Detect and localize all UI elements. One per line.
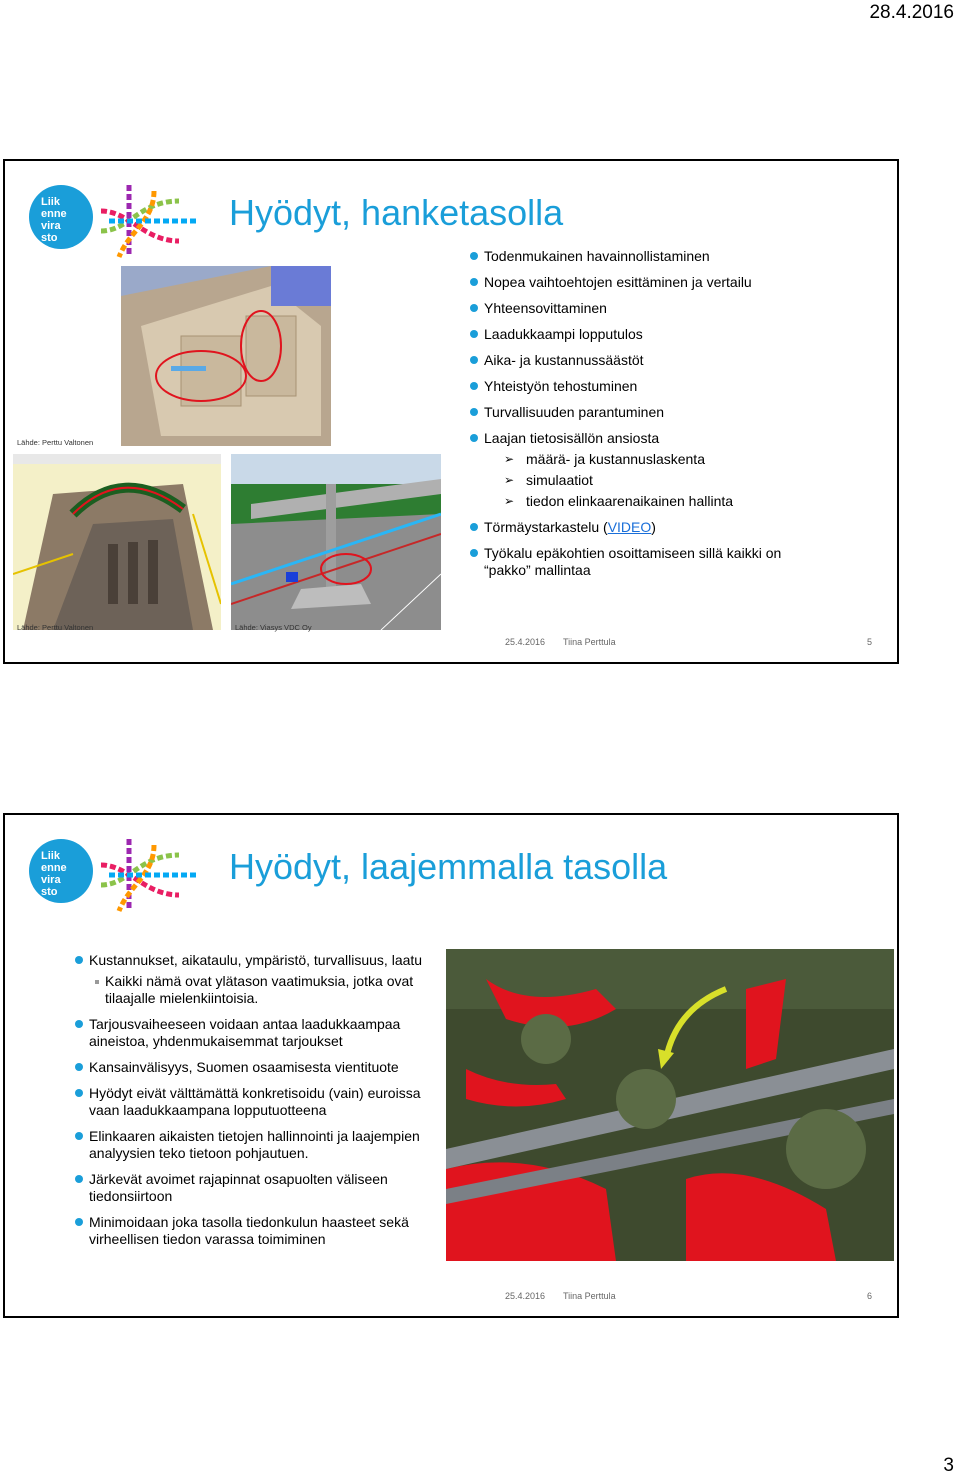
bullet-item: Yhteistyön tehostuminen xyxy=(470,378,890,395)
video-link[interactable]: VIDEO xyxy=(607,519,652,535)
source-label-1: Lähde: Perttu Valtonen xyxy=(17,438,94,447)
logo-text-4: sto xyxy=(41,232,58,244)
logo-text-2: enne xyxy=(41,208,67,220)
aerial-road-model-image xyxy=(446,949,894,1261)
bullet-item: Yhteensovittaminen xyxy=(470,300,890,317)
logo-text-1: Liik xyxy=(41,196,60,208)
building-model-image xyxy=(121,266,331,446)
bullet-item: Nopea vaihtoehtojen esittäminen ja vertailu xyxy=(470,274,890,291)
collision-prefix: Törmäystarkastelu ( xyxy=(484,519,608,535)
slide-title: Hyödyt, laajemmalla tasolla xyxy=(229,846,668,887)
logo-text-4: sto xyxy=(41,886,58,898)
sub-bullet-item: ➢ määrä- ja kustannuslaskenta xyxy=(470,451,890,468)
tunnel-model-image xyxy=(13,454,221,630)
bridge-model-image xyxy=(231,454,441,630)
page-date: 28.4.2016 xyxy=(869,2,954,23)
bullet-item: Aika- ja kustannussäästöt xyxy=(470,352,890,369)
collision-suffix: ) xyxy=(651,519,656,535)
bullet-item: Minimoidaan joka tasolla tiedonkulun haasteet sekä virheellisen tiedon varassa toimiminen xyxy=(75,1214,430,1248)
sub-bullet-item: ➢ simulaatiot xyxy=(470,472,890,489)
source-label-2: Lähde: Perttu Valtonen xyxy=(17,623,94,632)
liikennevirasto-logo xyxy=(29,181,209,266)
bullet-list xyxy=(75,952,430,1248)
bullet-item-tool xyxy=(470,545,890,579)
tool-line-2: “pakko” mallintaa xyxy=(484,562,591,578)
footer-page: 5 xyxy=(867,637,873,647)
logo-text-2: enne xyxy=(41,862,67,874)
logo-text-1: Liik xyxy=(41,850,60,862)
bullet-item-collision xyxy=(470,519,890,536)
logo-text-3: vira xyxy=(41,220,61,232)
footer-date: 25.4.2016 xyxy=(505,637,546,647)
source-label-3: Lähde: Viasys VDC Oy xyxy=(235,623,312,632)
bullet-item: Järkevät avoimet rajapinnat osapuolten väliseen tiedonsiirtoon xyxy=(75,1171,430,1205)
footer-author: Tiina Perttula xyxy=(563,1291,616,1301)
bullet-item: Hyödyt eivät välttämättä konkretisoidu (vain) euroissa vaan laadukkaampana lopputuotteena xyxy=(75,1085,430,1119)
footer-date: 25.4.2016 xyxy=(505,1291,546,1301)
bullet-item: Todenmukainen havainnollistaminen xyxy=(470,248,890,265)
bullet-item: Tarjousvaiheeseen voidaan antaa laadukkaampaa aineistoa, yhdenmukaisemmat tarjoukset xyxy=(75,1016,430,1050)
bullet-item: Kustannukset, aikataulu, ympäristö, turvallisuus, laatu xyxy=(75,952,430,969)
bullet-item: Elinkaaren aikaisten tietojen hallinnointi ja laajempien analyysien teko tietoon pohjautuen. xyxy=(75,1128,430,1162)
liikennevirasto-logo xyxy=(29,835,209,920)
logo-text-3: vira xyxy=(41,874,61,886)
bullet-item: Laadukkaampi lopputulos xyxy=(470,326,890,343)
sub-bullet-item: ➢ tiedon elinkaarenaikainen hallinta xyxy=(470,493,890,510)
bullet-item: Laajan tietosisällön ansiosta xyxy=(470,430,890,447)
bullet-item: Turvallisuuden parantuminen xyxy=(470,404,890,421)
footer-page: 6 xyxy=(867,1291,873,1301)
slide-title: Hyödyt, hanketasolla xyxy=(229,192,564,233)
page-number: 3 xyxy=(943,1455,954,1476)
slide-6 xyxy=(3,813,899,1318)
bullet-list xyxy=(470,248,890,579)
footer-author: Tiina Perttula xyxy=(563,637,616,647)
bullet-item: Kansainvälisyys, Suomen osaamisesta vientituote xyxy=(75,1059,430,1076)
tool-line-1: Työkalu epäkohtien osoittamiseen sillä kaikki on xyxy=(484,545,782,561)
slide-5 xyxy=(3,159,899,664)
sub-bullet-item: Kaikki nämä ovat ylätason vaatimuksia, jotka ovat tilaajalle mielenkiintoisia. xyxy=(61,973,430,1007)
